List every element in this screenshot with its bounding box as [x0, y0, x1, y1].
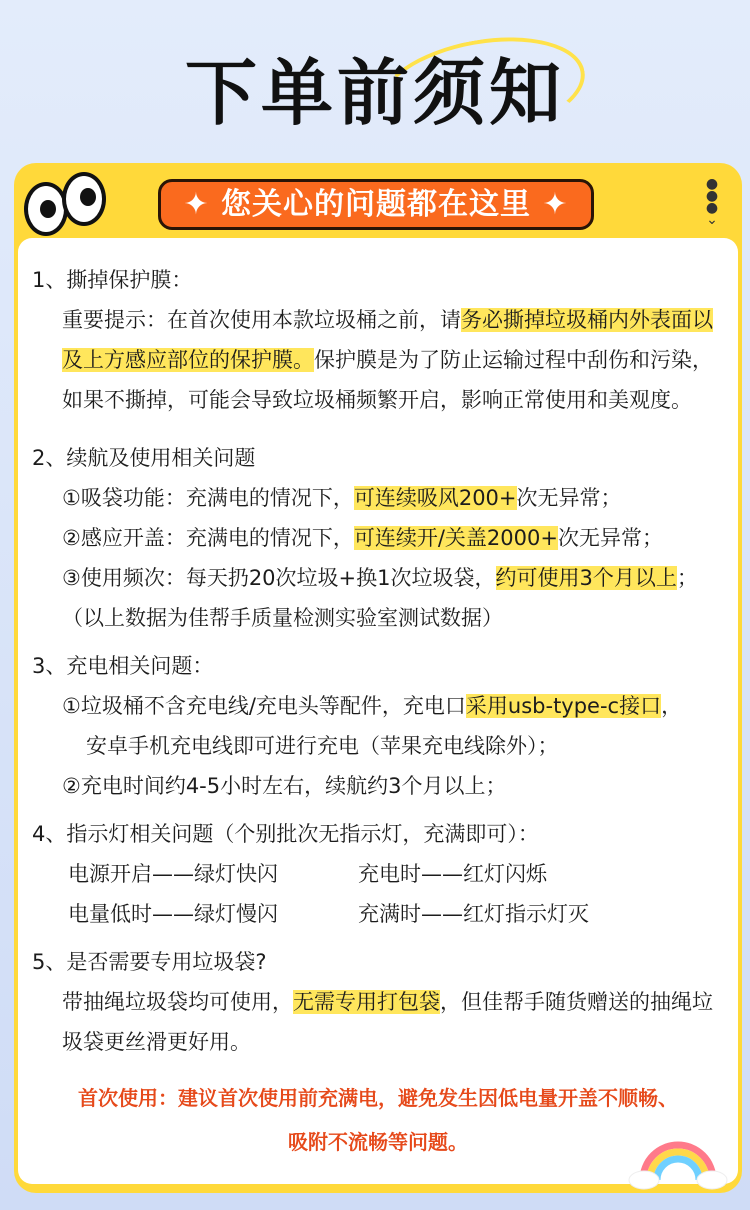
section5-text-after: ，但佳帮手随货赠送的抽绳垃圾袋更丝滑更好用。	[62, 990, 713, 1054]
section-heading-5: 5、是否需要专用垃圾袋?	[32, 950, 267, 974]
section1-text-after: 保护膜是为了防止运输过程中刮伤和污染，如果不撕掉，可能会导致垃圾桶频繁开启，影响正常使用和美观度。	[62, 348, 713, 412]
rainbow-icon	[628, 1130, 728, 1190]
note-line-2: 吸附不流畅等问题。	[288, 1130, 468, 1154]
section5-text: 带抽绳垃圾袋均可使用，	[62, 990, 293, 1014]
indicator-cell: 电量低时——绿灯慢闪	[68, 902, 278, 926]
section3-item-1-cont: 安卓手机充电线即可进行充电（苹果充电线除外）；	[86, 734, 559, 758]
section-heading-2: 2、续航及使用相关问题	[32, 446, 256, 470]
item-text-after: ；	[676, 566, 698, 590]
faq-content	[32, 260, 732, 1164]
section1-text: 重要提示：在首次使用本款垃圾桶之前，请	[62, 308, 461, 332]
section3-item-2: ②充电时间约4-5小时左右，续航约3个月以上；	[62, 774, 507, 798]
indicator-row-2	[32, 894, 732, 934]
indicator-cell: 充满时——红灯指示灯灭	[358, 902, 589, 926]
page-title: 下单前须知	[184, 51, 565, 135]
section-heading-4: 4、指示灯相关问题（个别批次无指示灯，充满即可）：	[32, 822, 539, 846]
item-text: ①垃圾桶不含充电线/充电头等配件，充电口	[62, 694, 466, 718]
section-heading-3: 3、充电相关问题：	[32, 654, 214, 678]
item-text-after: 次无异常；	[516, 486, 622, 510]
item-highlight: 约可使用3个月以上	[495, 566, 677, 590]
section3-item-1	[32, 686, 732, 726]
item-text: ①吸袋功能：充满电的情况下，	[62, 486, 354, 510]
section-heading-1: 1、撕掉保护膜：	[32, 268, 193, 292]
item-highlight: 可连续吸风200+	[353, 486, 517, 510]
item-text: ③使用频次：每天扔20次垃圾+换1次垃圾袋，	[62, 566, 496, 590]
first-use-note	[32, 1076, 732, 1164]
section2-item-2	[32, 518, 732, 558]
indicator-row-1	[32, 854, 732, 894]
section5-highlight: 无需专用打包袋	[293, 990, 440, 1014]
item-text: ②感应开盖：充满电的情况下，	[62, 526, 354, 550]
item-highlight: 采用usb-type-c接口	[465, 694, 662, 718]
section5-paragraph	[32, 982, 732, 1062]
indicator-cell: 充电时——红灯闪烁	[358, 862, 547, 886]
cartoon-eyes-icon	[22, 170, 106, 240]
section1-highlight: 务必撕掉垃圾桶内外表面以及上方感应部位的保护膜。	[62, 308, 713, 372]
item-text-after: ，	[661, 694, 683, 718]
indicator-cell: 电源开启——绿灯快闪	[68, 862, 278, 886]
section2-note: （以上数据为佳帮手质量检测实验室测试数据）	[62, 606, 503, 630]
section2-item-1	[32, 478, 732, 518]
section2-item-3	[32, 558, 732, 598]
more-vertical-icon[interactable]: ● ● ● ⌄	[705, 176, 719, 228]
section1-paragraph	[32, 300, 732, 420]
item-highlight: 可连续开/关盖2000+	[353, 526, 558, 550]
item-text-after: 次无异常；	[557, 526, 663, 550]
note-line-1: 首次使用：建议首次使用前充满电，避免发生因低电量开盖不顺畅、	[78, 1086, 678, 1110]
faq-banner: ✦ 您关心的问题都在这里 ✦	[158, 179, 594, 230]
